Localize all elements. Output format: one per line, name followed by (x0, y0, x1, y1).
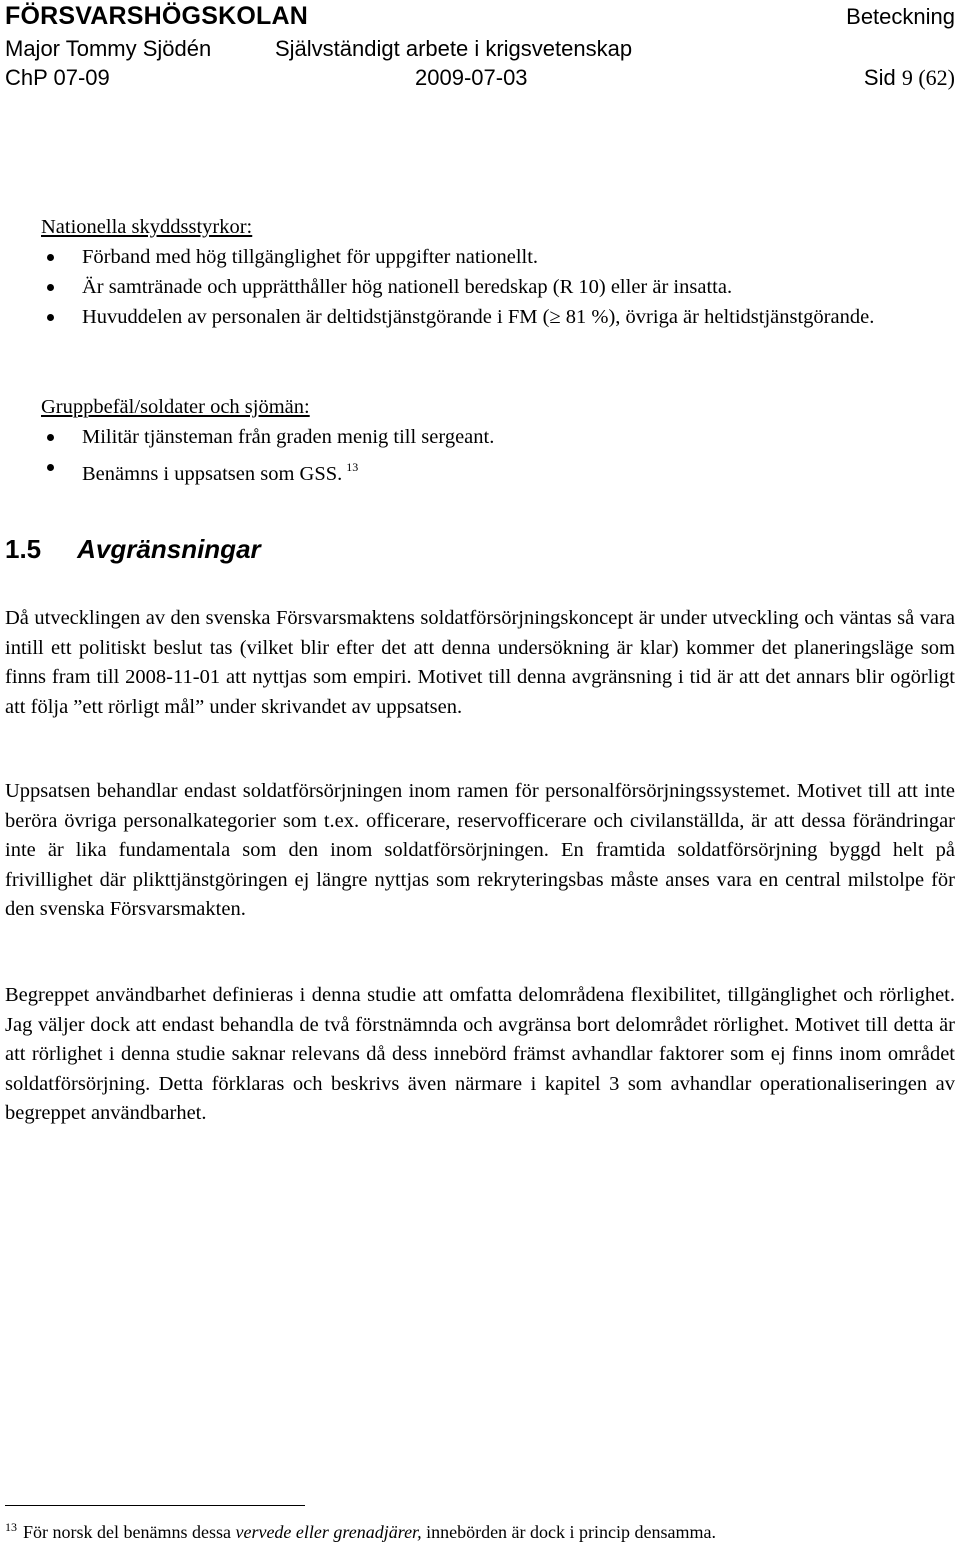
footnote-divider (5, 1505, 305, 1506)
bullet-icon (47, 254, 54, 261)
bullet-list (5, 242, 955, 332)
paragraph: Då utvecklingen av den svenska Försvarsmaktens soldatförsörjningskoncept är under utveckling och väntas så vara intill ett politiskt beslut tas (vilket blir efter det att denna undersökning är klar) kommer det planeringsläge som finns fram till 2008-11-01 att nyttjas som empiri. Motivet till denna avgränsning i tid är att det annars blir ogörligt att följa ”ett rörligt mål” under skrivandet av uppsatsen. (5, 607, 955, 718)
document-date: 2009-07-03 (415, 65, 528, 90)
bullet-icon (47, 284, 54, 291)
author-name: Major Tommy Sjödén (5, 36, 212, 61)
section-number: 1.5 (5, 534, 42, 564)
page-indicator (864, 65, 955, 91)
group-heading: Nationella skyddsstyrkor: (41, 216, 253, 238)
list-item: Förband med hög tillgänglighet för uppgifter nationellt. (5, 242, 955, 272)
section-title: Avgränsningar (77, 534, 261, 564)
list-item: Är samtränade och upprätthåller hög nationell beredskap (R 10) eller är insatta. (5, 272, 955, 302)
list-item: Huvuddelen av personalen är deltidstjänstgörande i FM (≥ 81 %), övriga är heltidstjänstgörande. (5, 302, 955, 332)
bullet-icon (47, 464, 54, 471)
page-header (5, 0, 955, 100)
footnote: $^{13}$ För norsk del benämns dessa vervede eller grenadjärer, innebörden är dock i princip densamma. (5, 1520, 716, 1542)
section-heading (5, 534, 261, 565)
institution-name: FÖRSVARSHÖGSKOLAN (5, 2, 308, 30)
program-code: ChP 07-09 (5, 65, 110, 90)
bullet-icon (47, 434, 54, 441)
page-number: 9 (62) (901, 65, 955, 90)
list-item: Benämns i uppsatsen som GSS. $^{13}$ (5, 452, 955, 489)
beteckning-label: Beteckning (846, 4, 955, 29)
paragraph: Begreppet användbarhet definieras i denna studie att omfatta delområdena flexibilitet, tillgänglighet och rörlighet. Jag väljer dock att endast behandla de två förstnämnda och avgränsa bort delområdet rörlighet. Motivet till detta är att rörlighet i denna studie saknar relevans då dess innebörd främst avhandlar faktorer som ej finns inom området soldatförsörjning. Detta förklaras och beskrivs även närmare i kapitel 3 som avhandlar operationaliseringen av begreppet användbarhet. (5, 984, 955, 1125)
bullet-icon (47, 314, 54, 321)
footnote-number: 13 (5, 1520, 17, 1534)
page-label: Sid (863, 65, 896, 90)
group-heading: Gruppbefäl/soldater och sjömän: (41, 396, 310, 418)
bullet-list (5, 422, 955, 489)
list-item: Militär tjänsteman från graden menig till sergeant. (5, 422, 955, 452)
footnote-reference[interactable]: 13 (346, 460, 359, 474)
course-name: Självständigt arbete i krigsvetenskap (275, 36, 633, 61)
paragraph: Uppsatsen behandlar endast soldatförsörjningen inom ramen för personalförsörjningssystemet. Motivet till att inte beröra övriga personalkategorier som t.ex. officerare, reservofficerare och civilanställda, är att dessa förändringar inte är lika fundamentala som den inom soldatförsörjningen. En framtida soldatförsörjning byggd helt på frivillighet där plikttjänstgöringen ej längre nyttjas som rekryteringsbas måste anses vara en central milstolpe för den svenska Försvarsmakten. (5, 780, 955, 921)
